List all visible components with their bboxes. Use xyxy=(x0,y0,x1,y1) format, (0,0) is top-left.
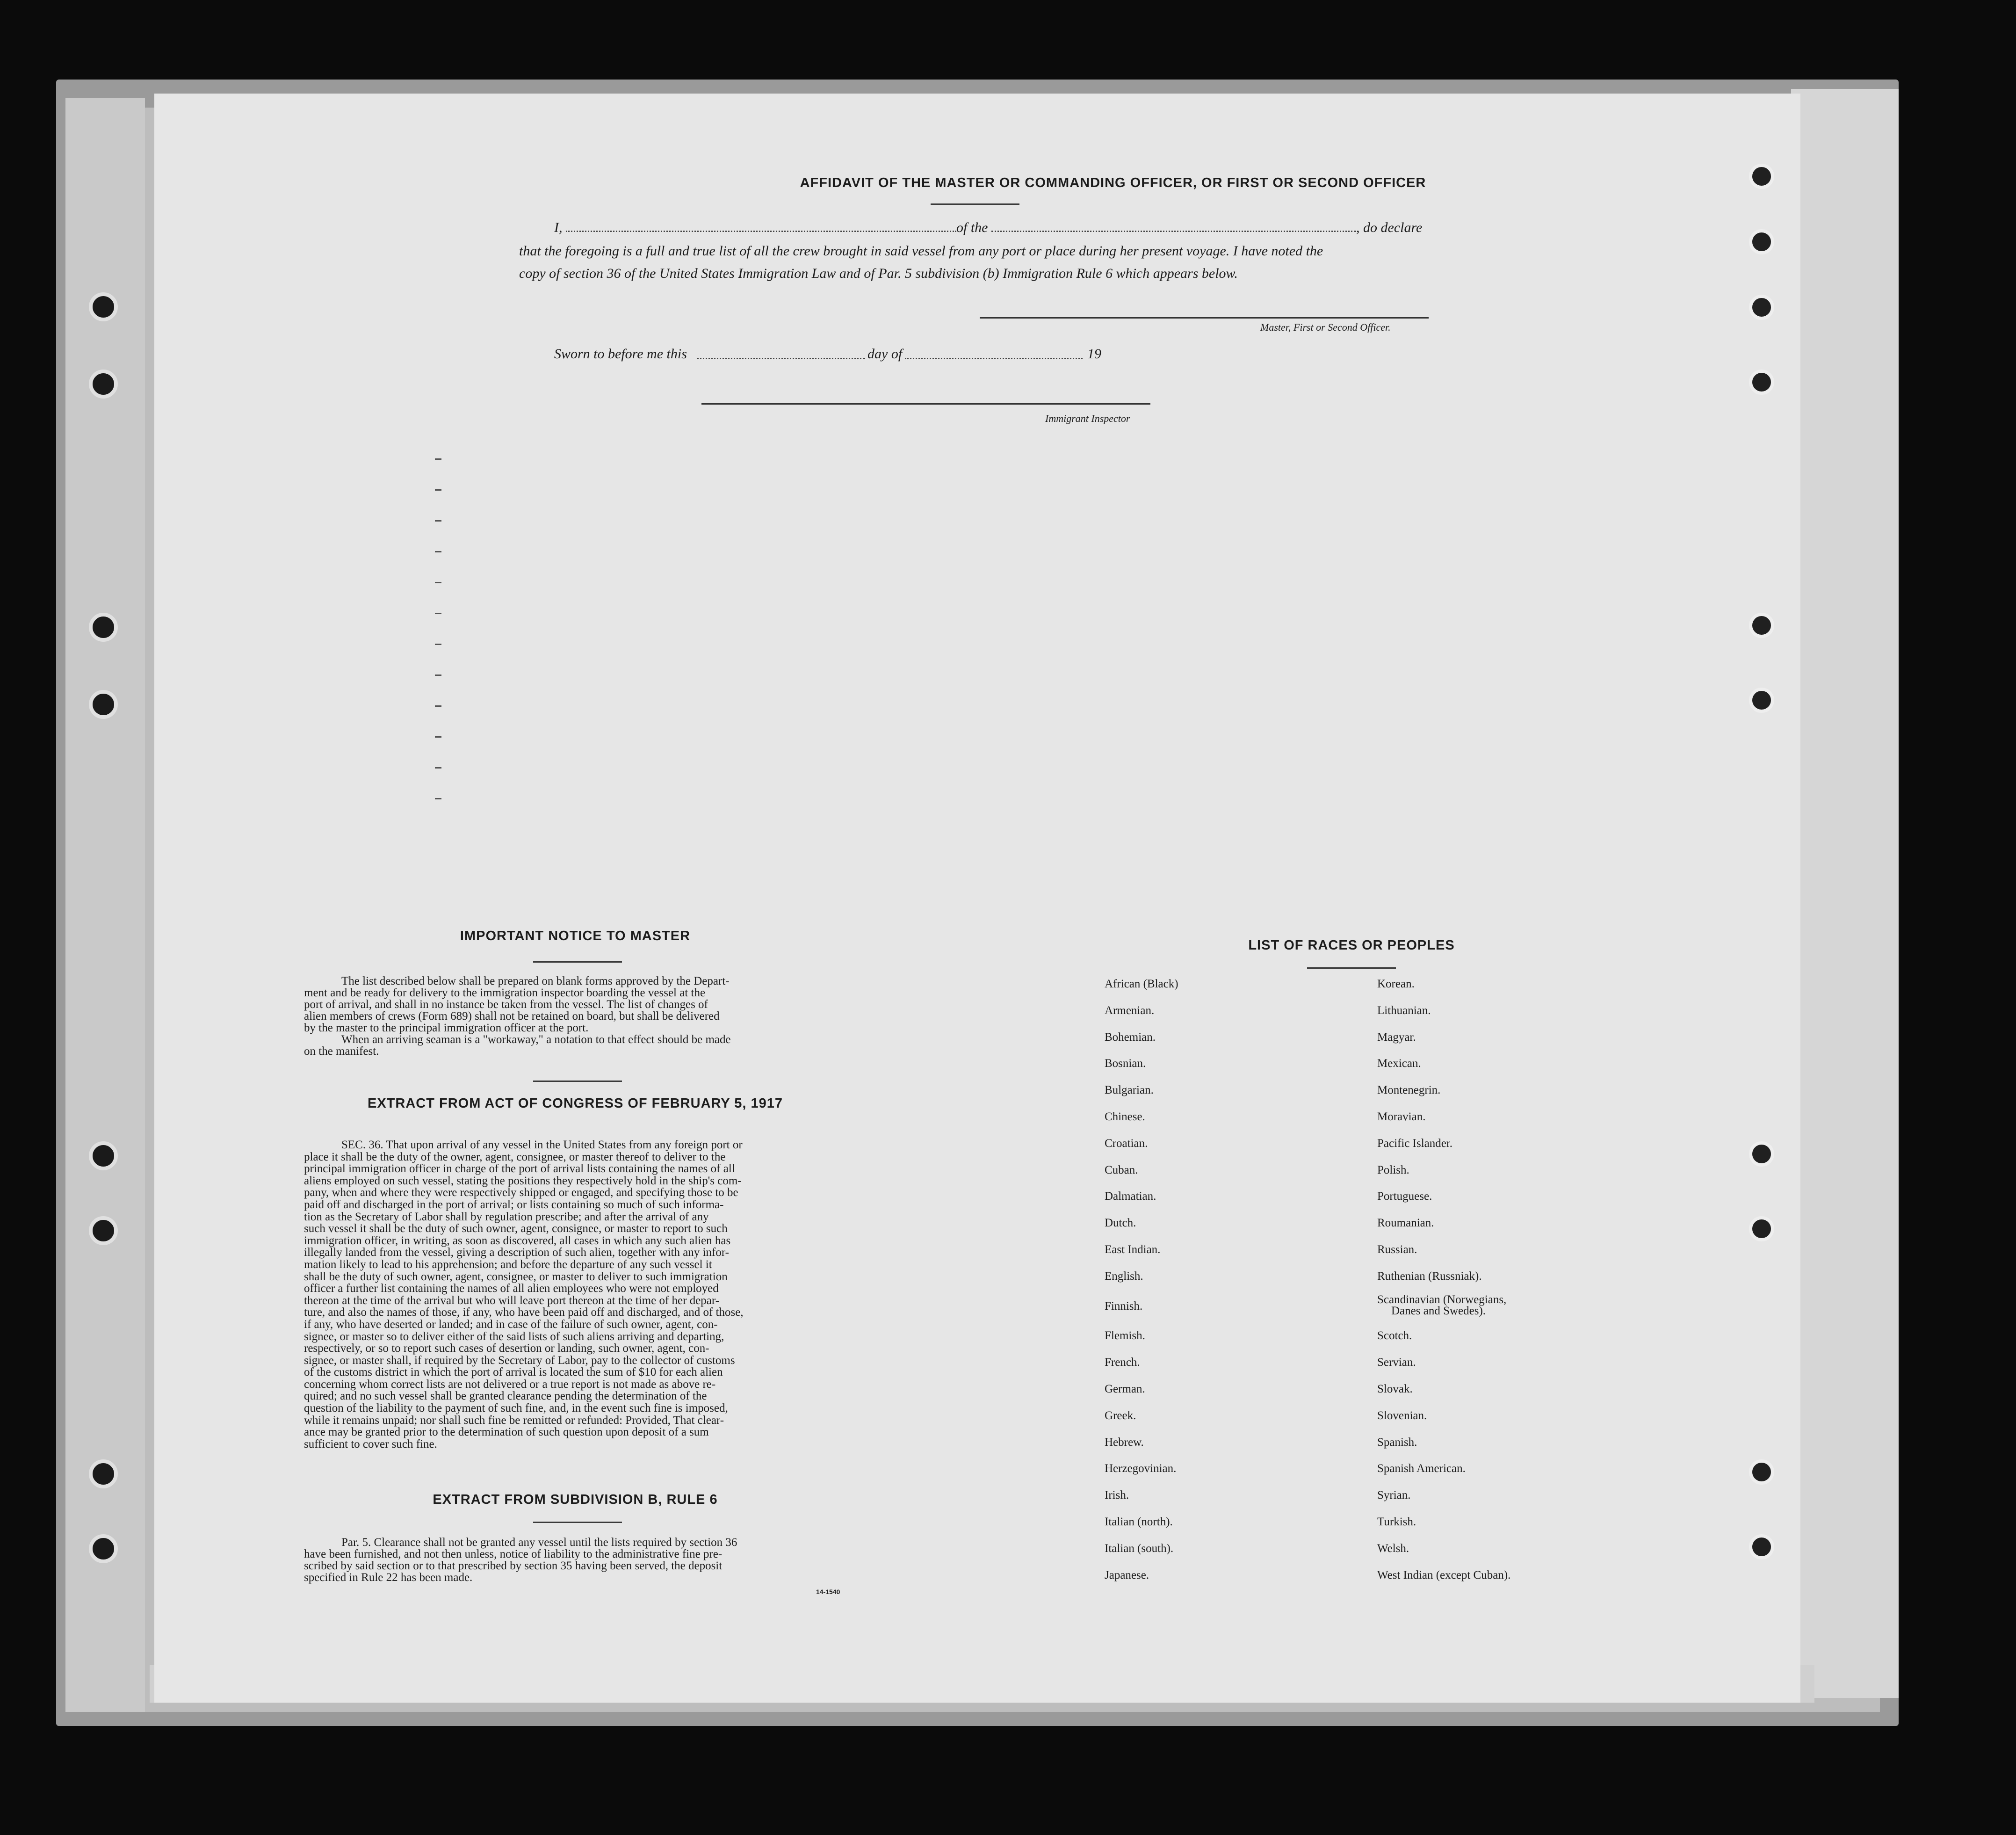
affidavit-i-label: I, xyxy=(554,220,563,235)
notice-line: ment and be ready for delivery to the immigration inspector boarding the vessel at the xyxy=(304,986,706,999)
extract-act-line: thereon at the time of the arrival but who will leave port thereon at the time of her depar- xyxy=(304,1294,720,1307)
extract-act-line: if any, who have deserted or landed; and in case of the failure of such owner, agent, con- xyxy=(304,1318,718,1331)
race-item: Armenian. xyxy=(1105,1004,1155,1017)
notice-line: The list described below shall be prepared on blank forms approved by the Depart- xyxy=(341,975,730,987)
binder-hole xyxy=(1749,370,1774,395)
race-item: Bosnian. xyxy=(1105,1057,1146,1070)
notice-line: by the master to the principal immigration officer at the port. xyxy=(304,1022,589,1034)
extract-act-line: ture, and also the names of those, if any, who have been paid off and discharged, and of those, xyxy=(304,1306,744,1319)
race-item: Portuguese. xyxy=(1377,1190,1432,1203)
binder-hole xyxy=(89,1534,118,1563)
race-item: Flemish. xyxy=(1105,1329,1145,1342)
extract-act-line: illegally landed from the vessel, giving a description of such alien, together with any infor- xyxy=(304,1246,729,1259)
extract-rule-line: Par. 5. Clearance shall not be granted any vessel until the lists required by section 36 xyxy=(341,1536,737,1549)
race-item: Servian. xyxy=(1377,1356,1416,1369)
master-signature-label: Master, First or Second Officer. xyxy=(1260,321,1391,333)
race-item: Mexican. xyxy=(1377,1057,1421,1070)
notice-line: alien members of crews (Form 689) shall not be retained on board, but shall be delivered xyxy=(304,1010,720,1023)
race-item: West Indian (except Cuban). xyxy=(1377,1568,1511,1581)
year-prefix: 19 xyxy=(1087,346,1101,362)
sworn-day-blank[interactable] xyxy=(697,358,865,359)
sworn-month-blank[interactable] xyxy=(905,358,1083,359)
extract-act-line: respectively, or so to report such cases of desertion or landing, such owner, agent, con- xyxy=(304,1342,709,1355)
bleed-marks xyxy=(435,458,441,829)
race-item: African (Black) xyxy=(1105,978,1178,990)
master-signature-line[interactable] xyxy=(980,317,1429,319)
race-item: Chinese. xyxy=(1105,1110,1145,1123)
extract-act-line: principal immigration officer in charge of the port of arrival lists containing the names of all xyxy=(304,1162,735,1175)
race-item: Irish. xyxy=(1105,1489,1129,1502)
binder-hole xyxy=(1749,1141,1774,1167)
extract-act-line: SEC. 36. That upon arrival of any vessel in the United States from any foreign port or xyxy=(341,1139,743,1151)
extract-rule-line: have been furnished, and not then unless, notice of liability to the administrative fine pre- xyxy=(304,1548,723,1560)
race-item: Polish. xyxy=(1377,1163,1409,1176)
extract-act-line: place it shall be the duty of the owner, agent, consignee, or master thereof to deliver to the xyxy=(304,1150,726,1163)
extract-act-line: quired; and no such vessel shall be granted clearance pending the determination of the xyxy=(304,1390,707,1403)
name-blank[interactable] xyxy=(566,231,956,232)
race-item: East Indian. xyxy=(1105,1243,1161,1256)
inspector-signature-line[interactable] xyxy=(701,403,1150,405)
race-item: Italian (north). xyxy=(1105,1516,1173,1528)
extract-act-line: question of the liability to the payment of such fine, and, in the event such fine is imposed, xyxy=(304,1402,728,1415)
races-rule xyxy=(1307,967,1396,969)
extract-act-line: immigration officer, in writing, as soon as discovered, all cases in which any such alien has xyxy=(304,1234,731,1247)
race-item: Magyar. xyxy=(1377,1030,1416,1044)
extract-rule-rule xyxy=(533,1522,622,1523)
notice-line: on the manifest. xyxy=(304,1045,379,1058)
race-item: Syrian. xyxy=(1377,1489,1411,1502)
extract-act-line: aliens employed on such vessel, stating the positions they respectively hold in the ship's com- xyxy=(304,1174,742,1187)
race-item: Ruthenian (Russniak). xyxy=(1377,1269,1482,1283)
binder-hole xyxy=(89,1459,118,1488)
binder-hole xyxy=(89,370,118,399)
race-item: Scotch. xyxy=(1377,1329,1412,1342)
extract-act-line: signee, or master so to deliver either of the said lists of such aliens arriving and departing, xyxy=(304,1330,724,1343)
race-item: Herzegovinian. xyxy=(1105,1462,1177,1475)
affidavit-line-2: copy of section 36 of the United States Immigration Law and of Par. 5 subdivision (b) Immigration Rule 6 which appears below. xyxy=(519,266,1238,281)
binder-hole xyxy=(1749,1459,1774,1485)
race-item: Scandinavian (Norwegians, xyxy=(1377,1293,1507,1306)
race-item-continuation: Danes and Swedes). xyxy=(1391,1304,1486,1317)
binder-hole xyxy=(89,613,118,642)
extract-act-line: paid off and discharged in the port of arrival; or lists containing so much of such informa- xyxy=(304,1198,724,1211)
race-item: Cuban. xyxy=(1105,1163,1138,1176)
notice-line: port of arrival, and shall in no instance be taken from the vessel. The list of changes of xyxy=(304,998,708,1011)
extract-rule-title: EXTRACT FROM SUBDIVISION B, RULE 6 xyxy=(433,1492,718,1507)
extract-act-line: sufficient to cover such fine. xyxy=(304,1437,437,1451)
race-item: French. xyxy=(1105,1356,1140,1369)
extract-act-line: pany, when and where they were respectively shipped or engaged, and specifying those to be xyxy=(304,1186,738,1199)
race-item: Lithuanian. xyxy=(1377,1004,1431,1017)
extract-act-line: tion as the Secretary of Labor shall by regulation prescribe; and after the arrival of any xyxy=(304,1210,709,1223)
extract-act-line: ance may be granted prior to the determination of such question upon deposit of a sum xyxy=(304,1426,709,1439)
affidavit-line-1: that the foregoing is a full and true list of all the crew brought in said vessel from any port or place during her present voyage. I have noted the xyxy=(519,243,1323,259)
inspector-label: Immigrant Inspector xyxy=(1045,413,1130,424)
race-item: Slovenian. xyxy=(1377,1409,1427,1422)
binder-hole xyxy=(1749,613,1774,638)
vessel-blank[interactable] xyxy=(991,231,1356,232)
race-item: Finnish. xyxy=(1105,1299,1143,1313)
binder-hole xyxy=(89,690,118,719)
race-item: Slovak. xyxy=(1377,1383,1413,1395)
document-page xyxy=(154,94,1800,1703)
race-item: Croatian. xyxy=(1105,1137,1148,1150)
race-item: Bulgarian. xyxy=(1105,1084,1154,1097)
race-item: Roumanian. xyxy=(1377,1217,1434,1230)
extract-rule-line: specified in Rule 22 has been made. xyxy=(304,1571,473,1584)
affidavit-declare-label: , do declare xyxy=(1356,220,1423,235)
affidavit-title: AFFIDAVIT OF THE MASTER OR COMMANDING OFFICER, OR FIRST OR SECOND OFFICER xyxy=(800,175,1426,190)
affidavit-of-the-label: of the xyxy=(956,220,988,235)
race-item: Turkish. xyxy=(1377,1516,1416,1528)
race-item: English. xyxy=(1105,1269,1143,1283)
extract-rule-line: scribed by said section or to that prescribed by section 35 having been served, the deposit xyxy=(304,1559,723,1572)
extract-act-line: such vessel it shall be the duty of such owner, agent, consignee, or master to report to such xyxy=(304,1222,728,1235)
binder-hole xyxy=(1749,688,1774,713)
extract-act-line: officer a further list containing the names of all alien employees who were not employed xyxy=(304,1282,719,1295)
races-title: LIST OF RACES OR PEOPLES xyxy=(1248,938,1455,953)
race-item: Pacific Islander. xyxy=(1377,1137,1453,1150)
race-item: Montenegrin. xyxy=(1377,1084,1441,1097)
form-number: 14-1540 xyxy=(816,1588,840,1596)
binder-hole xyxy=(89,1141,118,1170)
notice-line: When an arriving seaman is a "workaway," a notation to that effect should be made xyxy=(341,1033,731,1046)
extract-act-body xyxy=(304,1139,851,1450)
extract-act-line: of the customs district in which the port of arrival is located the sum of $10 for each alien xyxy=(304,1366,723,1379)
race-item: Spanish. xyxy=(1377,1436,1417,1449)
extract-act-line: signee, or master shall, if required by the Secretary of Labor, pay to the collector of customs xyxy=(304,1354,735,1367)
binder-hole xyxy=(89,292,118,321)
extract-act-line: mation likely to lead to his apprehension; and before the departure of any such vessel it xyxy=(304,1258,712,1271)
race-item: Bohemian. xyxy=(1105,1030,1156,1044)
notice-body xyxy=(304,975,851,1057)
binder-hole xyxy=(1749,229,1774,254)
race-item: German. xyxy=(1105,1383,1145,1395)
day-of-label: day of xyxy=(867,346,903,362)
extract-act-line: while it remains unpaid; nor shall such fine be remitted or refunded: Provided, That clear- xyxy=(304,1414,724,1427)
extract-rule-body xyxy=(304,1537,851,1583)
race-item: Dutch. xyxy=(1105,1217,1136,1230)
notice-end-rule xyxy=(533,1081,622,1082)
race-item: Greek. xyxy=(1105,1409,1136,1422)
extract-act-line: shall be the duty of such owner, agent, consignee, or master to deliver to such immigration xyxy=(304,1270,728,1283)
extract-act-line: concerning whom correct lists are not delivered or a true report is not made as above re- xyxy=(304,1378,716,1391)
race-item: Italian (south). xyxy=(1105,1542,1174,1555)
race-item: Dalmatian. xyxy=(1105,1190,1156,1203)
notice-rule xyxy=(533,961,622,963)
race-item: Welsh. xyxy=(1377,1542,1409,1555)
binder-hole xyxy=(1749,295,1774,320)
binder-hole xyxy=(89,1216,118,1245)
race-item: Moravian. xyxy=(1377,1110,1426,1123)
race-item: Russian. xyxy=(1377,1243,1417,1256)
race-item: Korean. xyxy=(1377,978,1415,990)
race-item: Spanish American. xyxy=(1377,1462,1466,1475)
title-rule xyxy=(931,203,1019,205)
sworn-label: Sworn to before me this xyxy=(554,346,687,362)
right-sheet-edge xyxy=(1791,89,1899,1698)
binder-hole xyxy=(1749,164,1774,189)
binder-hole xyxy=(1749,1216,1774,1241)
race-item: Hebrew. xyxy=(1105,1436,1144,1449)
binder-hole xyxy=(1749,1534,1774,1559)
notice-title: IMPORTANT NOTICE TO MASTER xyxy=(460,928,691,943)
extract-act-title: EXTRACT FROM ACT OF CONGRESS OF FEBRUARY 5, 1917 xyxy=(367,1096,783,1111)
race-item: Japanese. xyxy=(1105,1568,1149,1581)
